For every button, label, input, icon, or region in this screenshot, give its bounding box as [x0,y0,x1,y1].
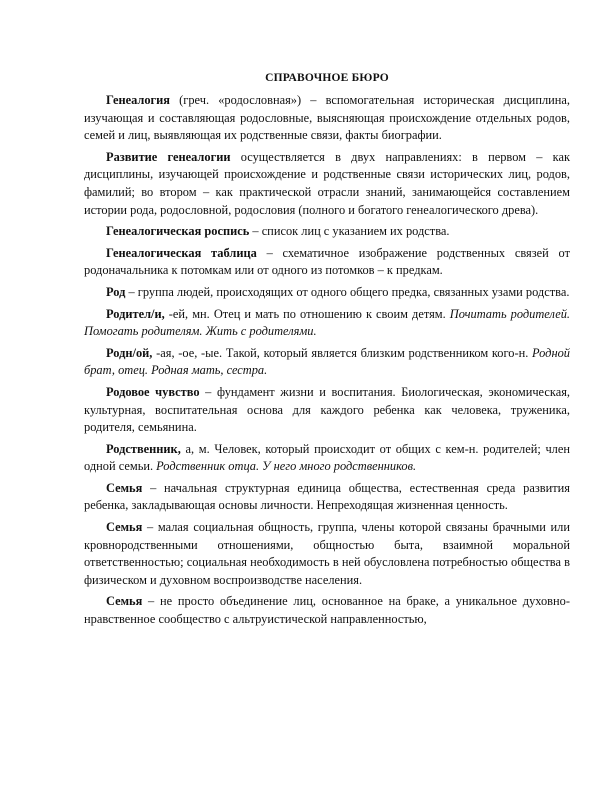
entry-term: Генеалогическая таблица [106,245,257,260]
entry-genealogical-list [84,223,570,241]
entry-text: – начальная структурная единица общества, естественная среда развития ребенка, закладывающая основы личности. Непреходящая жизненная ценность. [84,480,570,513]
entry-term: Родственник, [106,441,181,456]
entry-term: Семья [106,520,143,535]
entry-genealogy [84,92,570,145]
entry-relative [84,441,570,476]
entry-text: – группа людей, происходящих от одного общего предка, связанных узами родства. [125,284,570,299]
entry-text: -ая, -ое, -ые. Такой, который является близким родственником кого-н. [152,345,533,360]
entry-term: Семья [106,480,143,495]
entry-text: – не просто объединение лиц, основанное на браке, а уникальное духовно-нравственное сообщество с альтруистической направленностью, [84,594,570,627]
entry-term: Генеалогическая роспись [106,224,250,239]
entry-term: Родител/и, [106,306,165,321]
entry-term: Развитие генеалогии [106,149,231,164]
entry-example: Родственник отца. У него много родственников. [156,459,417,474]
document-page [84,71,570,629]
entry-term: Генеалогия [106,93,170,107]
entry-text: – малая социальная общность, группа, члены которой связаны брачными или кровнородственными отношениями, общностью быта, взаимной моральной ответственностью; социальная необходимость в ней обусловлена потребностью общества в физическом и духовном воспроизводстве населения. [84,520,570,587]
entry-text: -ей, мн. Отец и мать по отношению к своим детям. [164,306,450,321]
entry-native [84,345,570,380]
page-title: СПРАВОЧНОЕ БЮРО [265,72,389,84]
entry-rod [84,284,570,302]
entry-text: осуществляется в двух направлениях: в первом – как дисциплины, изучающей происхождение и родственные связи исторических лиц, родов, фамилий; во втором – как практической отрасли знаний, занимающейся составлением истории рода, родословной, родословия (полного и богатого генеалогического древа). [84,149,571,217]
entry-term: Род [106,284,126,299]
entry-text: – фундамент жизни и воспитания. Биологическая, экономическая, культурная, воспитательная основа для каждого ребенка как человека, труженика, родителя, семьянина. [84,384,570,435]
entry-example: Родной брат, отец. Родная мать, сестра. [84,345,570,378]
entry-family-3 [84,593,570,628]
entry-term: Родовое чувство [106,384,200,399]
entry-text: (греч. «родословная») – вспомогательная историческая дисциплина, изучающая и составляющая родословные, выясняющая происхождение отдельных родов, семей и лиц, выявляющая их родственные связи, факты биографии. [84,93,570,143]
entry-kin-feeling [84,384,570,437]
entry-text: – схематичное изображение родственных связей от родоначальника к потомкам или от одного из потомков – к предкам. [84,245,570,278]
entry-term: Семья [106,594,143,609]
entry-genealogy-development [84,149,570,219]
entry-text: а, м. Человек, который происходит от общих с кем-н. родителей; член одной семьи. [84,441,570,474]
entry-family-1 [84,480,570,515]
entry-example: Почитать родителей. Помогать родителям. Жить с родителями. [84,306,570,339]
entry-parents [84,306,570,341]
entry-genealogical-table [84,245,570,280]
entry-family-2 [84,519,570,589]
entry-text: – список лиц с указанием их родства. [249,224,450,239]
entry-term: Родн/ой, [106,345,153,360]
